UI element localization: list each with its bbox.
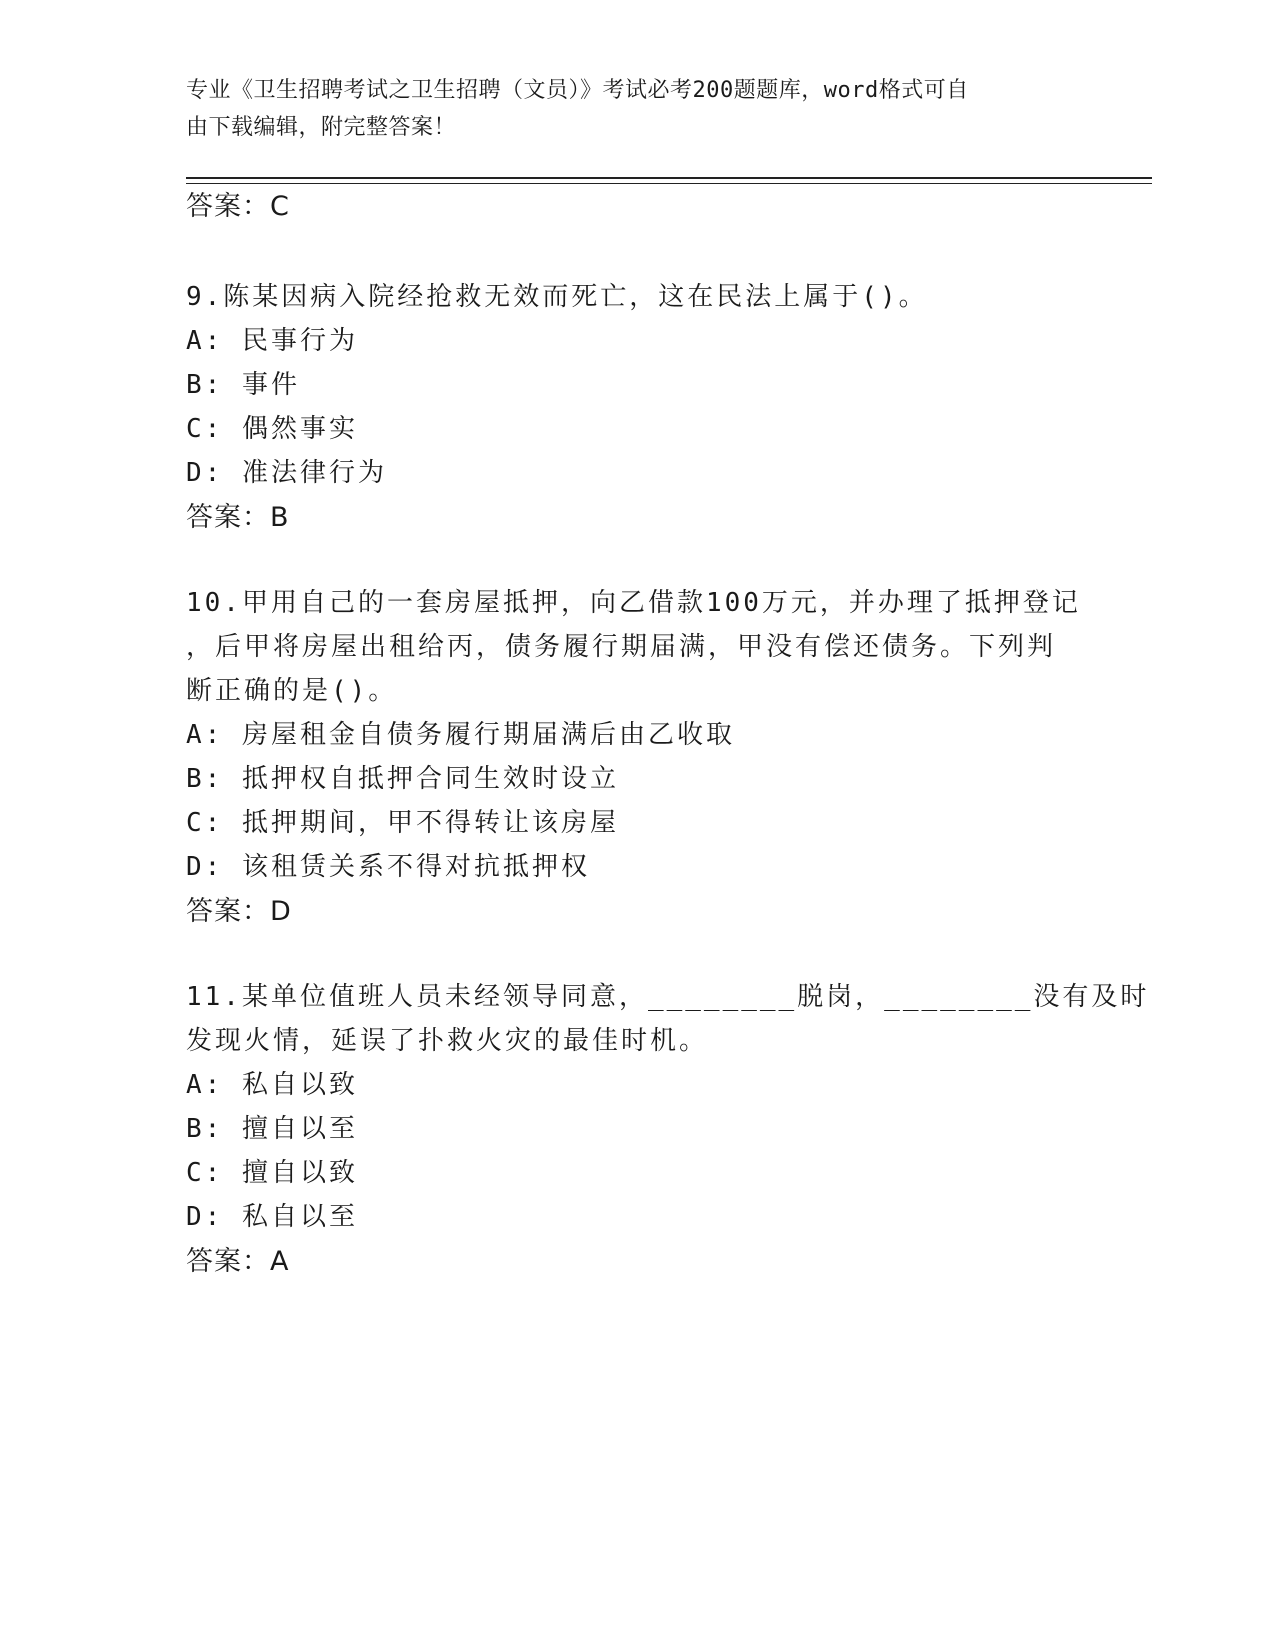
question-11-option-a: A: 私自以致: [186, 1070, 358, 1100]
question-10-text-line-2: ，后甲将房屋出租给丙，债务履行期届满，甲没有偿还债务。下列判: [186, 632, 1057, 662]
question-11-answer: 答案：A: [186, 1246, 290, 1277]
question-10-text-line-1: 10.甲用自己的一套房屋抵押，向乙借款100万元，并办理了抵押登记: [186, 588, 1081, 618]
question-10-option-a: A: 房屋租金自债务履行期届满后由乙收取: [186, 720, 735, 750]
question-9-option-b: B: 事件: [186, 370, 300, 400]
header-line-2: 由下载编辑，附完整答案！: [186, 115, 457, 140]
header-divider-thin: [186, 183, 1152, 184]
document-header: [186, 72, 1066, 146]
question-11-text-line-2: 发现火情，延误了扑救火灾的最佳时机。: [186, 1026, 709, 1056]
question-9-option-d: D: 准法律行为: [186, 458, 387, 488]
question-10-text-line-3: 断正确的是()。: [186, 676, 398, 706]
question-9-answer: 答案：B: [186, 502, 290, 533]
question-11-text-line-1: 11.某单位值班人员未经领导同意，________脱岗，________没有及时: [186, 982, 1150, 1012]
question-10-option-b: B: 抵押权自抵押合同生效时设立: [186, 764, 619, 794]
question-10-option-d: D: 该租赁关系不得对抗抵押权: [186, 852, 590, 882]
header-divider-thick: [186, 177, 1152, 179]
question-9-option-c: C: 偶然事实: [186, 414, 358, 444]
question-10-answer: 答案：D: [186, 896, 292, 927]
question-11-option-d: D: 私自以至: [186, 1202, 358, 1232]
question-11-option-c: C: 擅自以致: [186, 1158, 358, 1188]
question-9-text: 9.陈某因病入院经抢救无效而死亡，这在民法上属于()。: [186, 282, 928, 312]
header-line-1: 专业《卫生招聘考试之卫生招聘（文员）》考试必考200题题库，word格式可自: [186, 78, 969, 103]
previous-answer: 答案：C: [186, 191, 290, 222]
question-11-option-b: B: 擅自以至: [186, 1114, 358, 1144]
question-10-option-c: C: 抵押期间，甲不得转让该房屋: [186, 808, 619, 838]
question-9-option-a: A: 民事行为: [186, 326, 358, 356]
